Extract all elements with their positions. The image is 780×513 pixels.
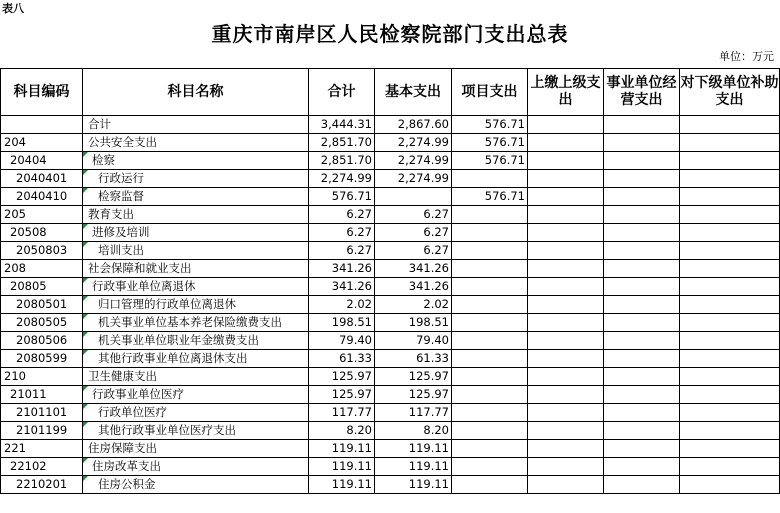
cell-total: 576.71 bbox=[309, 188, 375, 206]
cell-subsidy-lower bbox=[680, 278, 780, 296]
table-row bbox=[1, 440, 780, 458]
cell-subsidy-lower bbox=[680, 224, 780, 242]
cell-total: 6.27 bbox=[309, 242, 375, 260]
cell-name bbox=[83, 134, 309, 152]
table-row bbox=[1, 242, 780, 260]
cell-name bbox=[83, 386, 309, 404]
cell-remit-upper bbox=[528, 476, 604, 494]
cell-remit-upper bbox=[528, 242, 604, 260]
cell-subsidy-lower bbox=[680, 116, 780, 134]
cell-remit-upper bbox=[528, 134, 604, 152]
cell-name bbox=[83, 422, 309, 440]
cell-subsidy-lower bbox=[680, 134, 780, 152]
cell-remit-upper bbox=[528, 350, 604, 368]
cell-project bbox=[452, 440, 528, 458]
cell-name-text: 检察 bbox=[92, 153, 115, 167]
cell-subsidy-lower bbox=[680, 350, 780, 368]
cell-marker-icon bbox=[83, 386, 88, 391]
cell-total: 2,274.99 bbox=[309, 170, 375, 188]
table-row bbox=[1, 116, 780, 134]
cell-code: 2080505 bbox=[1, 314, 83, 332]
cell-business-operation bbox=[604, 134, 680, 152]
cell-total: 117.77 bbox=[309, 404, 375, 422]
cell-subsidy-lower bbox=[680, 332, 780, 350]
cell-subsidy-lower bbox=[680, 260, 780, 278]
cell-code: 2101101 bbox=[1, 404, 83, 422]
cell-basic: 2.02 bbox=[375, 296, 452, 314]
cell-basic: 341.26 bbox=[375, 278, 452, 296]
cell-project: 576.71 bbox=[452, 188, 528, 206]
cell-marker-icon bbox=[83, 188, 88, 193]
cell-basic: 61.33 bbox=[375, 350, 452, 368]
cell-project bbox=[452, 404, 528, 422]
cell-total: 119.11 bbox=[309, 476, 375, 494]
cell-name-text: 检察监督 bbox=[98, 189, 144, 203]
cell-code: 22102 bbox=[1, 458, 83, 476]
column-header-business-operation: 事业单位经营支出 bbox=[604, 69, 680, 116]
cell-subsidy-lower bbox=[680, 206, 780, 224]
cell-total: 341.26 bbox=[309, 278, 375, 296]
column-header-name: 科目名称 bbox=[83, 69, 309, 116]
cell-name-text: 行政单位医疗 bbox=[98, 405, 167, 419]
cell-name-text: 归口管理的行政单位离退休 bbox=[98, 297, 236, 311]
cell-marker-icon bbox=[83, 332, 88, 337]
cell-name bbox=[83, 458, 309, 476]
cell-code: 221 bbox=[1, 440, 83, 458]
cell-basic: 117.77 bbox=[375, 404, 452, 422]
cell-basic: 125.97 bbox=[375, 386, 452, 404]
cell-code bbox=[1, 116, 83, 134]
cell-name bbox=[83, 170, 309, 188]
cell-marker-icon bbox=[83, 422, 88, 427]
cell-project bbox=[452, 476, 528, 494]
cell-subsidy-lower bbox=[680, 404, 780, 422]
cell-total: 2,851.70 bbox=[309, 134, 375, 152]
cell-business-operation bbox=[604, 242, 680, 260]
cell-basic: 125.97 bbox=[375, 368, 452, 386]
cell-basic: 119.11 bbox=[375, 440, 452, 458]
cell-name-text: 公共安全支出 bbox=[88, 135, 157, 149]
cell-total: 2.02 bbox=[309, 296, 375, 314]
cell-name bbox=[83, 224, 309, 242]
cell-marker-icon bbox=[83, 242, 88, 247]
cell-total: 125.97 bbox=[309, 386, 375, 404]
cell-remit-upper bbox=[528, 458, 604, 476]
cell-business-operation bbox=[604, 332, 680, 350]
cell-business-operation bbox=[604, 458, 680, 476]
cell-remit-upper bbox=[528, 188, 604, 206]
cell-name-text: 机关事业单位基本养老保险缴费支出 bbox=[98, 315, 282, 329]
cell-project bbox=[452, 368, 528, 386]
cell-remit-upper bbox=[528, 386, 604, 404]
expenditure-table bbox=[0, 68, 780, 494]
cell-total: 3,444.31 bbox=[309, 116, 375, 134]
cell-business-operation bbox=[604, 476, 680, 494]
table-header-row bbox=[1, 69, 780, 116]
cell-project: 576.71 bbox=[452, 152, 528, 170]
cell-remit-upper bbox=[528, 332, 604, 350]
cell-project bbox=[452, 242, 528, 260]
cell-name bbox=[83, 296, 309, 314]
cell-remit-upper bbox=[528, 224, 604, 242]
cell-code: 210 bbox=[1, 368, 83, 386]
cell-project: 576.71 bbox=[452, 134, 528, 152]
table-row bbox=[1, 422, 780, 440]
cell-project bbox=[452, 278, 528, 296]
table-row bbox=[1, 206, 780, 224]
cell-basic bbox=[375, 188, 452, 206]
cell-basic: 2,867.60 bbox=[375, 116, 452, 134]
table-row bbox=[1, 188, 780, 206]
cell-name bbox=[83, 152, 309, 170]
cell-name bbox=[83, 404, 309, 422]
cell-basic: 6.27 bbox=[375, 242, 452, 260]
table-row bbox=[1, 458, 780, 476]
cell-code: 20805 bbox=[1, 278, 83, 296]
cell-basic: 6.27 bbox=[375, 224, 452, 242]
cell-total: 125.97 bbox=[309, 368, 375, 386]
cell-basic: 341.26 bbox=[375, 260, 452, 278]
cell-business-operation bbox=[604, 188, 680, 206]
cell-subsidy-lower bbox=[680, 440, 780, 458]
cell-marker-icon bbox=[83, 278, 88, 283]
column-header-code: 科目编码 bbox=[1, 69, 83, 116]
cell-project bbox=[452, 458, 528, 476]
cell-name bbox=[83, 368, 309, 386]
cell-code: 204 bbox=[1, 134, 83, 152]
table-row bbox=[1, 296, 780, 314]
cell-subsidy-lower bbox=[680, 386, 780, 404]
cell-business-operation bbox=[604, 440, 680, 458]
cell-name-text: 行政运行 bbox=[98, 171, 144, 185]
column-header-remit-upper: 上缴上级支出 bbox=[528, 69, 604, 116]
cell-basic: 6.27 bbox=[375, 206, 452, 224]
cell-project bbox=[452, 260, 528, 278]
cell-code: 208 bbox=[1, 260, 83, 278]
page-title: 重庆市南岸区人民检察院部门支出总表 bbox=[211, 22, 569, 46]
cell-code: 2040410 bbox=[1, 188, 83, 206]
cell-marker-icon bbox=[83, 350, 88, 355]
cell-name-text: 行政事业单位医疗 bbox=[92, 387, 184, 401]
cell-remit-upper bbox=[528, 404, 604, 422]
cell-basic: 119.11 bbox=[375, 476, 452, 494]
cell-business-operation bbox=[604, 404, 680, 422]
cell-code: 2040401 bbox=[1, 170, 83, 188]
cell-marker-icon bbox=[83, 404, 88, 409]
cell-remit-upper bbox=[528, 260, 604, 278]
cell-subsidy-lower bbox=[680, 368, 780, 386]
cell-basic: 8.20 bbox=[375, 422, 452, 440]
cell-basic: 2,274.99 bbox=[375, 134, 452, 152]
cell-name-text: 行政事业单位离退休 bbox=[92, 279, 196, 293]
cell-business-operation bbox=[604, 386, 680, 404]
cell-project bbox=[452, 422, 528, 440]
cell-subsidy-lower bbox=[680, 170, 780, 188]
cell-project bbox=[452, 386, 528, 404]
cell-project bbox=[452, 350, 528, 368]
cell-name bbox=[83, 332, 309, 350]
cell-subsidy-lower bbox=[680, 476, 780, 494]
cell-project bbox=[452, 170, 528, 188]
table-row bbox=[1, 170, 780, 188]
cell-name-text: 其他行政事业单位离退休支出 bbox=[98, 351, 248, 365]
cell-marker-icon bbox=[83, 458, 88, 463]
cell-code: 205 bbox=[1, 206, 83, 224]
cell-total: 119.11 bbox=[309, 440, 375, 458]
cell-code: 2080599 bbox=[1, 350, 83, 368]
cell-total: 341.26 bbox=[309, 260, 375, 278]
table-row bbox=[1, 368, 780, 386]
cell-subsidy-lower bbox=[680, 422, 780, 440]
cell-name-text: 其他行政事业单位医疗支出 bbox=[98, 423, 236, 437]
cell-code: 2101199 bbox=[1, 422, 83, 440]
cell-remit-upper bbox=[528, 278, 604, 296]
cell-code: 2080506 bbox=[1, 332, 83, 350]
cell-name bbox=[83, 314, 309, 332]
cell-total: 61.33 bbox=[309, 350, 375, 368]
cell-name bbox=[83, 242, 309, 260]
cell-basic: 2,274.99 bbox=[375, 170, 452, 188]
cell-total: 6.27 bbox=[309, 206, 375, 224]
table-row bbox=[1, 332, 780, 350]
table-row bbox=[1, 278, 780, 296]
column-header-basic: 基本支出 bbox=[375, 69, 452, 116]
cell-name-text: 进修及培训 bbox=[92, 225, 150, 239]
cell-project bbox=[452, 332, 528, 350]
cell-remit-upper bbox=[528, 422, 604, 440]
column-header-project: 项目支出 bbox=[452, 69, 528, 116]
table-body bbox=[1, 116, 780, 494]
cell-project bbox=[452, 296, 528, 314]
cell-business-operation bbox=[604, 422, 680, 440]
cell-business-operation bbox=[604, 296, 680, 314]
cell-name bbox=[83, 188, 309, 206]
cell-remit-upper bbox=[528, 152, 604, 170]
cell-basic: 2,274.99 bbox=[375, 152, 452, 170]
table-row bbox=[1, 134, 780, 152]
cell-code: 2080501 bbox=[1, 296, 83, 314]
cell-business-operation bbox=[604, 224, 680, 242]
cell-business-operation bbox=[604, 368, 680, 386]
cell-code: 21011 bbox=[1, 386, 83, 404]
cell-name-text: 机关事业单位职业年金缴费支出 bbox=[98, 333, 259, 347]
unit-label: 单位：万元 bbox=[719, 50, 774, 63]
cell-marker-icon bbox=[83, 224, 88, 229]
cell-remit-upper bbox=[528, 314, 604, 332]
cell-project bbox=[452, 224, 528, 242]
table-row bbox=[1, 260, 780, 278]
cell-business-operation bbox=[604, 170, 680, 188]
cell-business-operation bbox=[604, 206, 680, 224]
cell-name bbox=[83, 350, 309, 368]
cell-name-text: 社会保障和就业支出 bbox=[88, 261, 192, 275]
table-row bbox=[1, 224, 780, 242]
cell-business-operation bbox=[604, 116, 680, 134]
cell-business-operation bbox=[604, 314, 680, 332]
cell-name bbox=[83, 206, 309, 224]
cell-name bbox=[83, 260, 309, 278]
cell-name-text: 住房改革支出 bbox=[92, 459, 161, 473]
cell-name bbox=[83, 476, 309, 494]
cell-marker-icon bbox=[83, 296, 88, 301]
cell-total: 79.40 bbox=[309, 332, 375, 350]
cell-project bbox=[452, 206, 528, 224]
cell-basic: 198.51 bbox=[375, 314, 452, 332]
cell-code: 20404 bbox=[1, 152, 83, 170]
cell-business-operation bbox=[604, 260, 680, 278]
cell-marker-icon bbox=[83, 170, 88, 175]
table-tag: 表八 bbox=[2, 2, 24, 15]
cell-name bbox=[83, 116, 309, 134]
cell-name-text: 培训支出 bbox=[98, 243, 144, 257]
cell-name-text: 合计 bbox=[88, 117, 111, 131]
table-row bbox=[1, 314, 780, 332]
cell-total: 119.11 bbox=[309, 458, 375, 476]
cell-marker-icon bbox=[83, 476, 88, 481]
cell-remit-upper bbox=[528, 170, 604, 188]
cell-business-operation bbox=[604, 152, 680, 170]
table-row bbox=[1, 152, 780, 170]
cell-project: 576.71 bbox=[452, 116, 528, 134]
cell-remit-upper bbox=[528, 440, 604, 458]
cell-marker-icon bbox=[83, 152, 88, 157]
cell-business-operation bbox=[604, 350, 680, 368]
cell-name-text: 住房公积金 bbox=[98, 477, 156, 491]
table-row bbox=[1, 404, 780, 422]
cell-basic: 119.11 bbox=[375, 458, 452, 476]
cell-subsidy-lower bbox=[680, 314, 780, 332]
cell-remit-upper bbox=[528, 296, 604, 314]
cell-name-text: 教育支出 bbox=[88, 207, 134, 221]
cell-code: 2210201 bbox=[1, 476, 83, 494]
cell-code: 20508 bbox=[1, 224, 83, 242]
cell-name-text: 住房保障支出 bbox=[88, 441, 157, 455]
cell-business-operation bbox=[604, 278, 680, 296]
cell-marker-icon bbox=[83, 314, 88, 319]
table-row bbox=[1, 386, 780, 404]
cell-subsidy-lower bbox=[680, 188, 780, 206]
cell-remit-upper bbox=[528, 206, 604, 224]
column-header-total: 合计 bbox=[309, 69, 375, 116]
column-header-subsidy-lower: 对下级单位补助支出 bbox=[680, 69, 780, 116]
cell-subsidy-lower bbox=[680, 296, 780, 314]
cell-subsidy-lower bbox=[680, 458, 780, 476]
table-row bbox=[1, 476, 780, 494]
cell-subsidy-lower bbox=[680, 152, 780, 170]
cell-remit-upper bbox=[528, 116, 604, 134]
cell-subsidy-lower bbox=[680, 242, 780, 260]
cell-project bbox=[452, 314, 528, 332]
cell-name-text: 卫生健康支出 bbox=[88, 369, 157, 383]
table-row bbox=[1, 350, 780, 368]
cell-total: 2,851.70 bbox=[309, 152, 375, 170]
cell-name bbox=[83, 440, 309, 458]
cell-total: 8.20 bbox=[309, 422, 375, 440]
cell-remit-upper bbox=[528, 368, 604, 386]
cell-name bbox=[83, 278, 309, 296]
cell-code: 2050803 bbox=[1, 242, 83, 260]
cell-basic: 79.40 bbox=[375, 332, 452, 350]
cell-total: 198.51 bbox=[309, 314, 375, 332]
cell-total: 6.27 bbox=[309, 224, 375, 242]
